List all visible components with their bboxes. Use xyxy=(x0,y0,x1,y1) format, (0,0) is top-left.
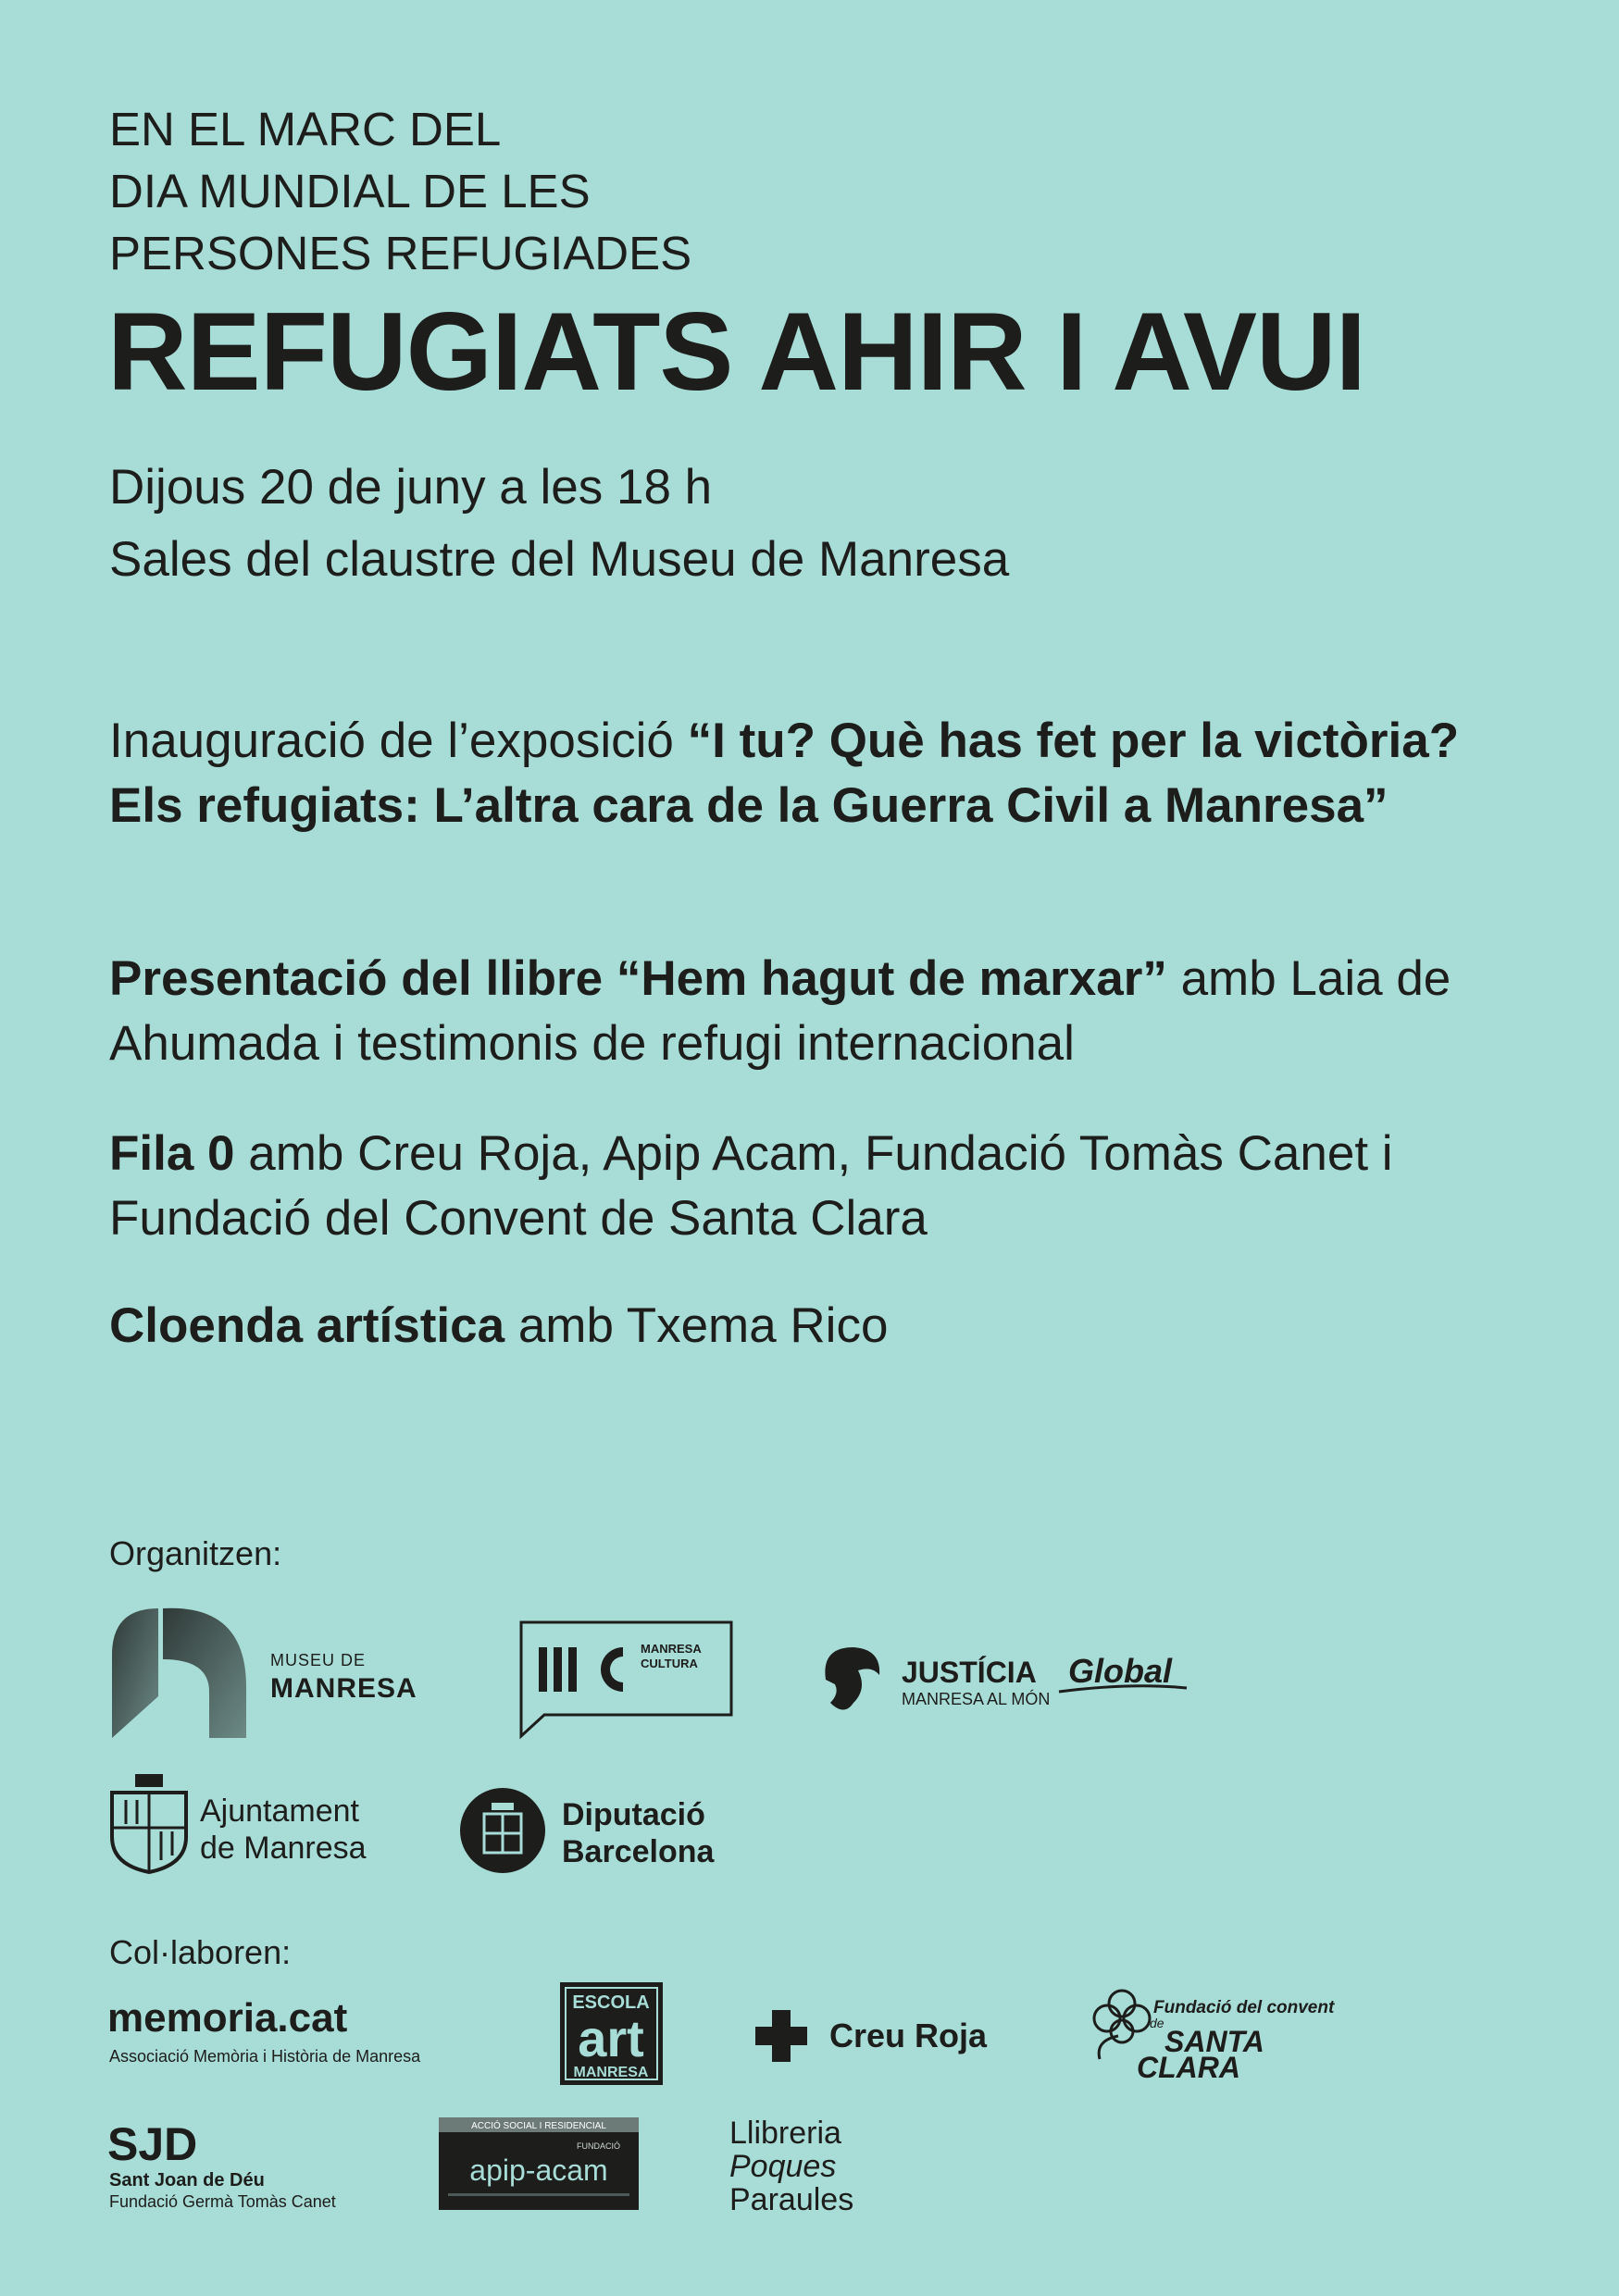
sjd-line1: Sant Joan de Déu xyxy=(109,2170,265,2191)
museu-manresa-logo xyxy=(107,1604,441,1743)
diputacio-barcelona-logo xyxy=(458,1784,754,1877)
mc-line1: MANRESA xyxy=(641,1642,702,1656)
sjd-name: SJD xyxy=(107,2118,198,2170)
apip-top: ACCIÓ SOCIAL I RESIDENCIAL xyxy=(471,2121,606,2131)
sjd-logo xyxy=(107,2114,404,2215)
event-venue: Sales del claustre del Museu de Manresa xyxy=(109,532,1010,587)
apip-name: apip-acam xyxy=(469,2153,608,2187)
event-context xyxy=(109,98,691,284)
event-context-line: PERSONES REFUGIADES xyxy=(109,227,692,279)
sjd-line2: Fundació Germà Tomàs Canet xyxy=(109,2192,336,2211)
event-context-line: DIA MUNDIAL DE LES xyxy=(109,165,591,217)
santa-clara-logo xyxy=(1090,1985,1350,2091)
llibreria-line2: Poques xyxy=(729,2149,837,2184)
event-title: REFUGIATS AHIR I AVUI xyxy=(107,290,1365,414)
ajuntament-manresa-logo xyxy=(107,1772,385,1874)
ajuntament-line1: Ajuntament xyxy=(200,1793,359,1829)
museu-line2: MANRESA xyxy=(270,1673,417,1704)
museu-shape-right xyxy=(163,1608,246,1738)
santa-clara-line4: CLARA xyxy=(1137,2051,1240,2084)
justicia-global-logo xyxy=(816,1638,1205,1721)
llibreria-line3: Paraules xyxy=(729,2182,854,2217)
global-word: Global xyxy=(1068,1652,1173,1690)
program-item-closing: Cloenda artística amb Txema Rico xyxy=(109,1298,889,1353)
mc-line2: CULTURA xyxy=(641,1657,698,1670)
museu-line1: MUSEU DE xyxy=(270,1651,367,1669)
museu-shape-left xyxy=(112,1608,158,1738)
llibreria-poques-paraules-logo xyxy=(728,2112,885,2218)
diputacio-line2: Barcelona xyxy=(562,1834,715,1869)
memoria-cat-logo xyxy=(107,1994,496,2068)
santa-clara-line2: de xyxy=(1150,2016,1164,2030)
diputacio-line1: Diputació xyxy=(562,1797,705,1832)
santa-clara-line1: Fundació del convent xyxy=(1153,1998,1335,2017)
llibreria-line1: Llibreria xyxy=(729,2116,841,2151)
escola-line3: MANRESA xyxy=(573,2065,649,2080)
speech-bubble-shape xyxy=(521,1622,731,1736)
collaborators-label: Col·laboren: xyxy=(109,1933,292,1971)
organizers-label: Organitzen: xyxy=(109,1534,282,1572)
memoria-name: memoria.cat xyxy=(107,1995,348,2041)
escola-line2: art xyxy=(578,2009,644,2067)
justicia-sub: MANRESA AL MÓN xyxy=(902,1690,1051,1708)
manresa-cultura-logo xyxy=(518,1620,736,1740)
bird-icon xyxy=(825,1647,879,1710)
event-context-line: EN EL MARC DEL xyxy=(109,103,502,155)
program-item-exhibition: Inauguració de l’exposició “I tu? Què has fet per la victòria? Els refugiats: L’altra cara de la Guerra Civil a Manresa” xyxy=(109,714,1460,833)
escola-line1: ESCOLA xyxy=(572,1992,650,2013)
ajuntament-line2: de Manresa xyxy=(200,1831,367,1866)
santa-clara-line3: SANTA xyxy=(1164,2025,1264,2058)
memoria-sub: Associació Memòria i Història de Manresa xyxy=(109,2047,421,2066)
justicia-word: JUSTÍCIA xyxy=(902,1656,1037,1689)
event-date: Dijous 20 de juny a les 18 h xyxy=(109,460,713,515)
creu-roja-name: Creu Roja xyxy=(829,2017,988,2054)
crown-icon xyxy=(135,1774,163,1787)
event-when-where xyxy=(109,452,1009,596)
creu-roja-logo xyxy=(752,2006,1020,2066)
program-item-fila0: Fila 0 amb Creu Roja, Apip Acam, Fundació Tomàs Canet i Fundació del Convent de Santa Clara xyxy=(109,1126,1393,1246)
escola-art-logo xyxy=(558,1980,665,2087)
red-cross-icon xyxy=(755,2010,807,2062)
apip-fund: FUNDACIÓ xyxy=(577,2141,620,2151)
program-item-book: Presentació del llibre “Hem hagut de marxar” amb Laia de Ahumada i testimonis de refugi internacional xyxy=(109,951,1451,1071)
apip-acam-logo xyxy=(439,2117,639,2210)
flower-icon xyxy=(1094,1991,1150,2042)
